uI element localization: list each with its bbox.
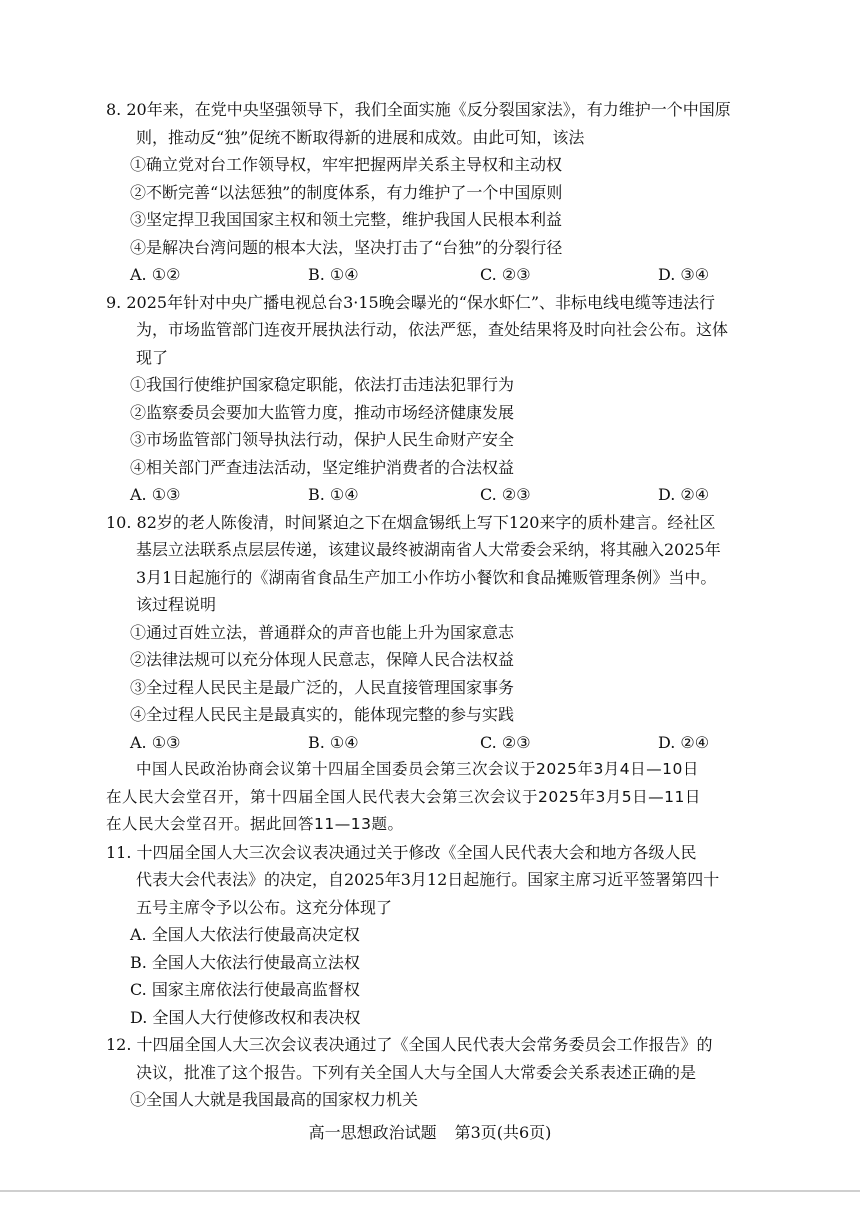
question-11 [106,839,760,1032]
question-stem-line: 8. 20年来，在党中央坚强领导下，我们全面实施《反分裂国家法》，有力维护一个中国原 [106,100,731,119]
statement-item: ④是解决台湾问题的根本大法，坚决打击了“台独”的分裂行径 [130,237,563,257]
statement-item: ③全过程人民民主是最广泛的，人民直接管理国家事务 [130,677,515,697]
question-9 [106,289,760,509]
question-stem-line: 该过程说明 [136,595,217,614]
choice-a: A. ①② [130,265,181,284]
question-stem-line: 为，市场监管部门连夜开展执法行动，依法严惩，查处结果将及时向社会公布。这体 [136,320,729,339]
choice-c: C. 国家主席依法行使最高监督权 [130,980,360,999]
question-stem-line: 3月1日起施行的《湖南省食品生产加工小作坊小餐饮和食品摊贩管理条例》当中。 [136,567,717,587]
choice-d: D. ②④ [658,732,710,752]
choice-d: D. ③④ [658,265,710,284]
choice-d: D. ②④ [658,485,710,504]
statement-item: ①通过百姓立法，普通群众的声音也能上升为国家意志 [130,622,515,642]
exam-title: 高一思想政治试题 [308,1123,437,1142]
question-stem-line: 现了 [136,347,169,367]
statement-item: ③坚定捍卫我国国家主权和领土完整，维护我国人民根本利益 [130,210,563,229]
statement-item: ②不断完善“以法惩独”的制度体系，有力维护了一个中国原则 [130,182,563,202]
material-line: 在人民大会堂召开，第十四届全国人民代表大会第三次会议于2025年3月5日—11日 [106,787,701,806]
question-stem-line: 五号主席令予以公布。这充分体现了 [136,897,393,917]
bottom-divider [0,1190,860,1192]
statement-item: ④相关部门严查违法活动，坚定维护消费者的合法权益 [130,457,515,477]
question-area [106,96,760,1114]
answer-choices [106,729,760,757]
choice-c: C. ②③ [480,265,531,284]
material-line: 在人民大会堂召开。据此回答11—13题。 [106,815,404,833]
statement-item: ②监察委员会要加大监管力度，推动市场经济健康发展 [130,402,515,422]
material-line: 中国人民政治协商会议第十四届全国委员会第三次会议于2025年3月4日—10日 [136,760,699,778]
choice-b: B. ①④ [308,485,359,504]
statement-item: ③市场监管部门领导执法行动，保护人民生命财产安全 [130,430,515,449]
question-stem-line: 代表大会代表法》的决定，自2025年3月12日起施行。国家主席习近平签署第四十 [136,870,720,889]
statement-item: ①全国人大就是我国最高的国家权力机关 [130,1090,419,1109]
choice-d: D. 全国人大行使修改权和表决权 [130,1007,361,1027]
question-stem-line: 则，推动反“独”促统不断取得新的进展和成效。由此可知，该法 [136,127,585,147]
choice-b: B. 全国人大依法行使最高立法权 [130,952,360,972]
page-footer [0,1120,860,1143]
statement-item: ②法律法规可以充分体现人民意志，保障人民合法权益 [130,650,515,669]
question-8 [106,96,760,289]
answer-choices [106,261,760,289]
choice-a: A. 全国人大依法行使最高决定权 [130,925,360,944]
choice-a: A. ①③ [130,485,181,504]
choice-b: B. ①④ [308,265,359,284]
choice-a: A. ①③ [130,732,181,752]
question-12 [106,1031,760,1114]
question-stem-line: 10. 82岁的老人陈俊清，时间紧迫之下在烟盒锡纸上写下120来字的质朴建言。经社区 [106,512,716,532]
question-stem-line: 基层立法联系点层层传递，该建议最终被湖南省人大常委会采纳，将其融入2025年 [136,540,721,559]
choice-c: C. ②③ [480,485,531,504]
page-number: 第3页(共6页) [454,1123,552,1142]
answer-choices [106,481,760,509]
choice-c: C. ②③ [480,732,531,752]
reading-material [106,756,760,839]
statement-item: ④全过程人民民主是最真实的，能体现完整的参与实践 [130,705,515,724]
question-10 [106,509,760,757]
choice-b: B. ①④ [308,732,359,752]
question-stem-line: 12. 十四届全国人大三次会议表决通过了《全国人民代表大会常务委员会工作报告》的 [106,1035,713,1054]
question-stem-line: 9. 2025年针对中央广播电视总台3·15晚会曝光的“保水虾仁”、非标电线电缆等违法行 [106,292,716,312]
question-stem-line: 11. 十四届全国人大三次会议表决通过关于修改《全国人民代表大会和地方各级人民 [106,842,697,862]
statement-item: ①确立党对台工作领导权，牢牢把握两岸关系主导权和主动权 [130,155,563,174]
statement-item: ①我国行使维护国家稳定职能，依法打击违法犯罪行为 [130,375,515,394]
question-stem-line: 决议，批准了这个报告。下列有关全国人大与全国人大常委会关系表述正确的是 [136,1062,697,1082]
